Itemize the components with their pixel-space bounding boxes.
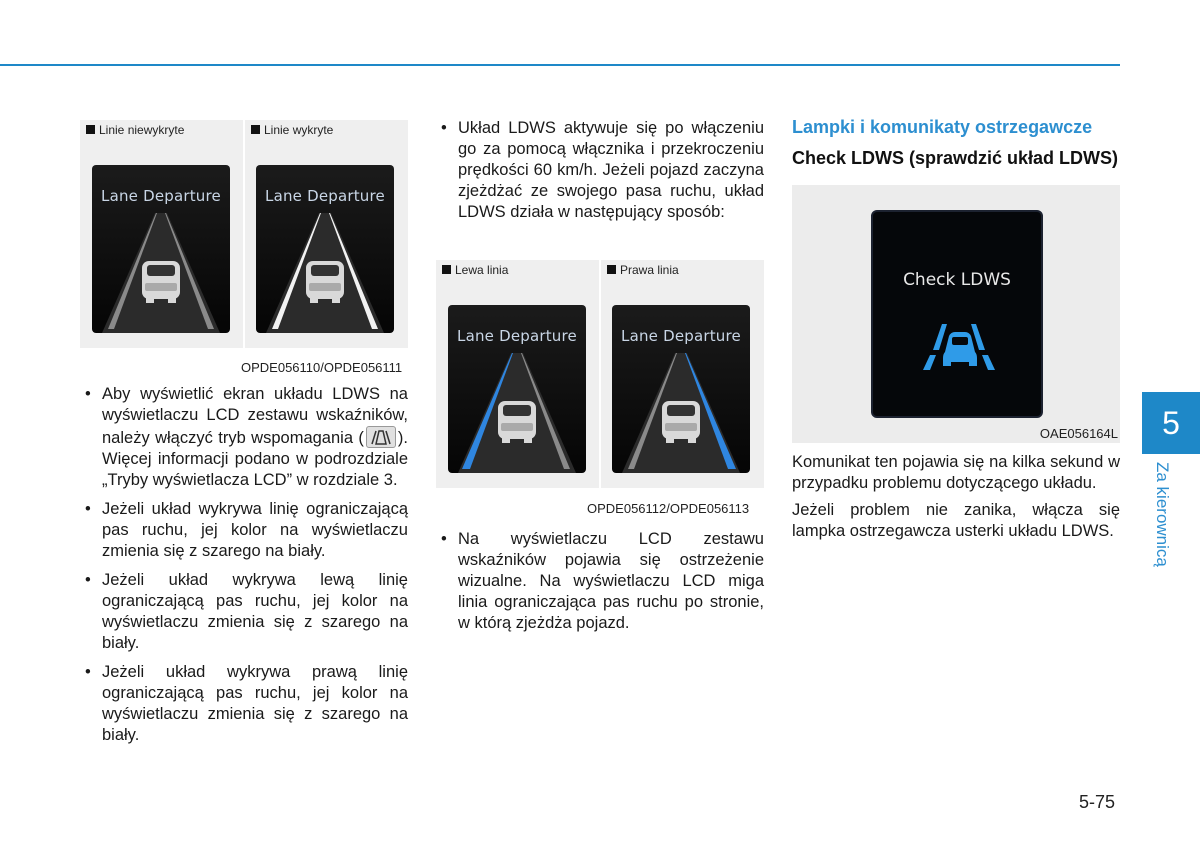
figure-code: OAE056164L [1039, 426, 1118, 441]
list-item: • Na wyświetlaczu LCD zestawu wskaźników pojawia się ostrzeżenie wizualne. Na wyświetlaczu LCD miga linia ograniczająca pas ruchu po stronie, w którą zjeżdża pojazd. [441, 530, 764, 632]
list-item: • Aby wyświetlić ekran układu LDWS na wyświetlaczu LCD zestawu wskaźników, należy włączyć tryb wspomagania ( ). Więcej informacji podano w podrozdziale „Tryby wyświetlacza LCD” w rozdziale 3. [85, 385, 408, 489]
header-rule [0, 64, 1120, 66]
car-rear-icon [662, 401, 700, 443]
paragraph: Komunikat ten pojawia się na kilka sekund w przypadku problemu dotyczącego układu. [792, 453, 1120, 492]
paragraph: Jeżeli problem nie zanika, włącza się lampka ostrzegawcza usterki układu LDWS. [792, 501, 1120, 540]
figure-tag-right-line: Prawa linia [607, 263, 679, 277]
car-rear-icon [142, 261, 180, 303]
lcd-screen-right-warning [612, 305, 750, 473]
screen-title: Check LDWS [903, 270, 1011, 290]
lcd-screen-left-warning [448, 305, 586, 473]
figure-check-ldws [792, 185, 1120, 443]
figure-code: OPDE056112/OPDE056113 [587, 501, 750, 516]
car-rear-icon [498, 401, 536, 443]
chapter-tab: 5 [1142, 392, 1200, 454]
figure-tag-left-line: Lewa linia [442, 263, 508, 277]
lcd-screen-lines-grey [92, 165, 230, 333]
figure-code: OPDE056110/OPDE056111 [241, 360, 403, 375]
figure-lines-detection [80, 120, 408, 348]
subsection-title: Check LDWS (sprawdzić układ LDWS) [792, 148, 1119, 168]
page-number: 5-75 [1079, 792, 1116, 812]
figure-tag-lines-not-detected: Linie niewykryte [86, 123, 184, 137]
lcd-screen-check-ldws [871, 210, 1043, 418]
list-item: • Jeżeli układ wykrywa prawą linię ograniczającą pas ruchu, jej kolor na wyświetlaczu zmienia się z szarego na biały. [85, 663, 408, 744]
col1-bullet-list [80, 384, 408, 754]
car-rear-icon [306, 261, 344, 303]
screen-title: Lane Departure [621, 327, 741, 345]
screen-title: Lane Departure [101, 187, 221, 205]
list-item: • Układ LDWS aktywuje się po włączeniu go za pomocą włącznika i przekroczeniu prędkości 60 km/h. Jeżeli pojazd zaczyna zjeżdżać ze swojego pasa ruchu, układ LDWS działa w następujący sposób: [441, 119, 764, 221]
lcd-screen-lines-white [256, 165, 394, 333]
section-title: Lampki i komunikaty ostrzegawcze [792, 117, 1093, 137]
figure-tag-lines-detected: Linie wykryte [251, 123, 333, 137]
chapter-label: Za kierownicą [1153, 462, 1172, 567]
list-item: • Jeżeli układ wykrywa linię ograniczającą pas ruchu, jej kolor na wyświetlaczu zmienia się z szarego na biały. [85, 500, 408, 560]
list-item: • Jeżeli układ wykrywa lewą linię ograniczającą pas ruchu, jej kolor na wyświetlaczu zmienia się z szarego na biały. [85, 571, 408, 652]
screen-title: Lane Departure [457, 327, 577, 345]
screen-title: Lane Departure [265, 187, 385, 205]
ldws-warning-icon [873, 212, 1045, 420]
col2-bullet-list [436, 529, 764, 642]
col2-intro-list [436, 118, 764, 231]
ldws-assist-icon [366, 426, 396, 448]
figure-lane-departure-side [436, 260, 764, 488]
